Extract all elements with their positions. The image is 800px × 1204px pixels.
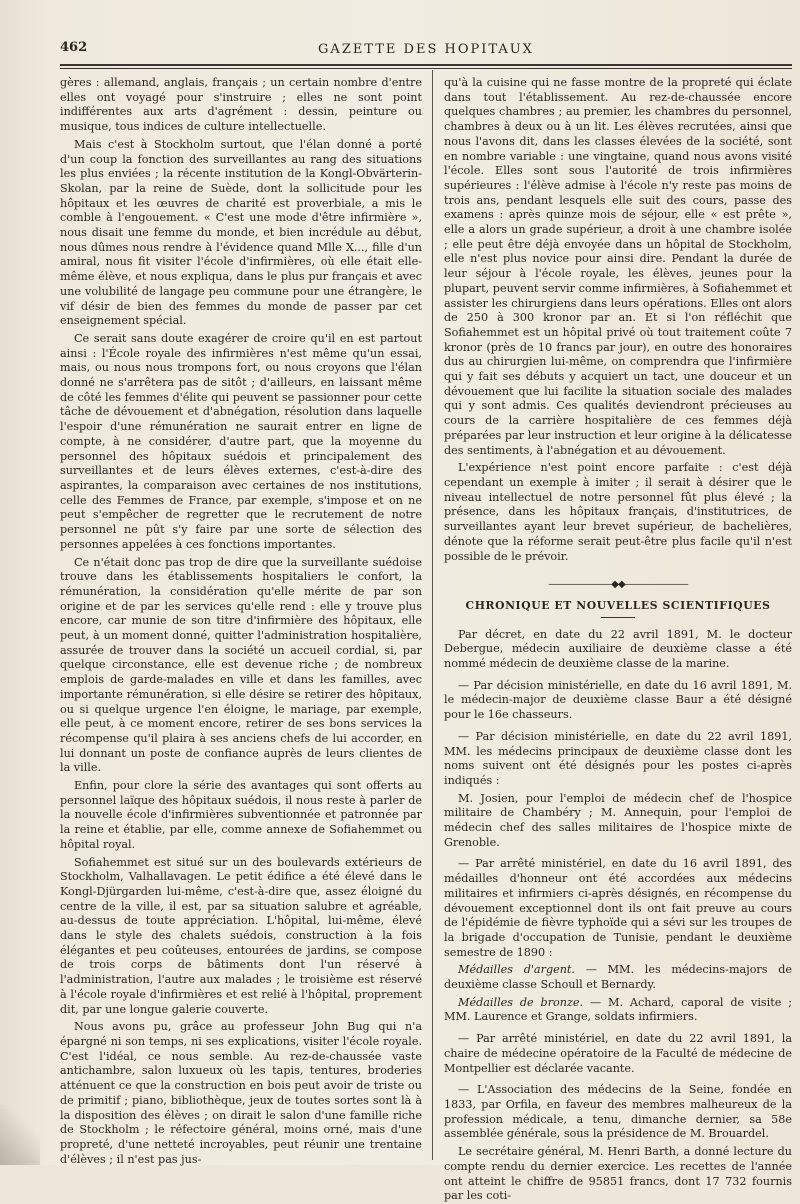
header-rule — [60, 64, 792, 66]
paragraph: gères : allemand, anglais, français ; un certain nombre d'entre elles ont voyagé pour s'instruire ; elles ne sont point indifférentes aux arts d'agrément : dessin, peinture ou musique, tous indices de culture intellectuelle. — [60, 76, 422, 134]
news-item: M. Josien, pour l'emploi de médecin chef de l'hospice militaire de Chambéry ; M. Annequin, pour l'emploi de médecin chef des salles militaires de l'hospice mixte de Grenoble. — [444, 791, 792, 849]
news-item: Le secrétaire général, M. Henri Barth, a donné lecture du compte rendu du dernier exercice. Les recettes de l'année ont atteint le chiffre de 95851 francs, dont 17 732 fournis par les coti- — [444, 1145, 792, 1203]
paragraph: Ce n'était donc pas trop de dire que la surveillante suédoise trouve dans les établissements hospitaliers le confort, la rémunération, la considération qu'elle mérite de par son origine et de par les services qu'elle rend : elle y trouve plus encore, car munie de son titre d'infirmière des hôpitaux, elle peut, à un moment donné, quitter l'administration hospitalière, assurée de trouver dans la société un accueil cordial, si, par quelque circonstance, elle est devenue riche ; de nombreux emplois de garde-malades en ville et dans les familles, avec importante rémunération, si elle désire se retirer des hôpitaux, ou si quelque urgence l'en éloigne, le mariage, par exemple, elle peut, à ce moment encore, retirer de ses bons services la récompense qu'il plaira à ses anciens chefs de lui accorder, en lui donnant un poste de confiance auprès de leurs clientes de la ville. — [60, 555, 422, 775]
news-item-medals-bronze — [444, 996, 792, 1025]
medal-label: Médailles de bronze. — [458, 995, 584, 1009]
paragraph: Enfin, pour clore la série des avantages qui sont offerts au personnel laïque des hôpitaux suédois, il nous reste à parler de la nouvelle école d'infirmières subventionnée et patronnée par la reine et établie, par elle, comme annexe de Sofiahemmet ou hôpital royal. — [60, 779, 422, 851]
page-header — [60, 38, 792, 66]
news-item-medals-silver — [444, 963, 792, 992]
column-divider — [432, 70, 433, 1160]
news-item: — Par arrêté ministériel, en date du 22 avril 1891, la chaire de médecine opératoire de la Faculté de médecine de Montpellier est déclarée vacante. — [444, 1032, 792, 1075]
paragraph: qu'à la cuisine qui ne fasse montre de la propreté qui éclate dans tout l'établissement. Au rez-de-chaussée encore quelques chambres ; au premier, les chambres du personnel, chambres à deux ou à un lit. Les élèves recrutées, ainsi que nous l'avons dit, dans les classes élevées de la société, sont en nombre variable : une vingtaine, quand nous avons visité l'école. Elles sont sous l'autorité de trois infirmières supérieures : l'élève admise à l'école n'y reste pas moins de trois ans, pendant lesquels elle suit des cours, passe des examens : après quinze mois de séjour, elle « est prête », elle a alors un grade supérieur, a droit à une chambre isolée ; elle peut être déjà envoyée dans un hôpital de Stockholm, elle n'est plus novice pour ainsi dire. Pendant la durée de leur séjour à l'école royale, les élèves, jeunes pour la plupart, peuvent servir comme infirmières, à Sofiahemmet et assister les chirurgiens dans leurs opérations. Elles ont alors de 250 à 300 kronor par an. Et si l'on réfléchit que Sofiahemmet est un hôpital privé où tout traitement coûte 7 kronor (près de 10 francs par jour), en outre des honoraires dus au chirurgien lui-même, on comprendra que l'infirmière qui y fait ses débuts y acquiert un tact, une douceur et un dévouement que lui facilite la situation sociale des malades qui y sont admis. Ces qualités deviendront précieuses au cours de la carrière hospitalière de ces femmes déjà préparées par leur instruction et leur origine à la délicatesse des sentiments, à l'abnégation et au dévouement. — [444, 76, 792, 457]
medal-text: — MM. les médecins-majors de deuxième classe Schoull et Bernardy. — [444, 963, 792, 992]
ornament-rule: ———————◆◆——————— — [548, 579, 688, 591]
paragraph: Mais c'est à Stockholm surtout, que l'élan donné a porté d'un coup la fonction des surveillantes au rang des situations les plus enviées ; la récente institution de la Kongl-Obvärterin-Skolan, par la reine de Suède, dont la sollicitude pour les hôpitaux et les œuvres de charité est proverbiale, a mis le comble à l'engouement. « C'est une mode d'être infirmière », nous disait une femme du monde, et bien incrédule au début, nous dûmes nous rendre à l'évidence quand Mlle X..., fille d'un amiral, nous fit visiter l'école d'infirmières, où elle était elle-même élève, et nous expliqua, dans le plus pur français et avec une volubilité de langage peu commune pour une étrangère, le vif désir de bien des femmes du monde de passer par cet enseignement spécial. — [60, 137, 422, 328]
medal-text: — M. Achard, caporal de visite ; MM. Laurence et Grange, soldats infirmiers. — [444, 995, 793, 1024]
paragraph: Sofiahemmet est situé sur un des boulevards extérieurs de Stockholm, Valhallavagen. Le petit édifice a été élevé dans le Kongl-Djürgarden lui-même, c'est-à-dire que, assez éloigné du centre de la ville, il est, par sa situation salubre et agréable, au-dessus de toute appréciation. L'hôpital, lui-même, élevé dans le style des chalets suédois, construction à la fois élégantes et peu coûteuses, entourées de jardins, se compose de trois corps de bâtiments dont l'un réservé à l'administration, l'autre aux malades ; le troisième est réservé à l'école royale d'infirmières et est relié à l'hôpital, proprement dit, par une longue galerie couverte. — [60, 855, 422, 1016]
page-corner-shadow — [0, 1105, 40, 1165]
news-item: Par décret, en date du 22 avril 1891, M. le docteur Debergue, médecin auxiliaire de deuxième classe a été nommé médecin de deuxième classe de la marine. — [444, 627, 792, 671]
news-item: — Par décision ministérielle, en date du 22 avril 1891, MM. les médecins principaux de deuxième classe dont les noms suivent ont été désignés pour les postes ci-après indiqués : — [444, 729, 792, 787]
left-column — [60, 76, 422, 1166]
paragraph: Nous avons pu, grâce au professeur John Bug qui n'a épargné ni son temps, ni ses explications, visiter l'école royale. C'est l'idéal, ce nous semble. Au rez-de-chaussée vaste antichambre, salon luxueux où les tapis, tentures, broderies atténuent ce que la construction en bois peut avoir de triste ou de primitif ; piano, bibliothèque, jeux de toutes sortes sont là à la disposition des élèves ; on dirait le salon d'une famille riche de Stockholm ; le réfectoire général, moins orné, mais d'une propreté, d'une netteté incroyables, peut réunir une trentaine d'élèves ; il n'est pas jus- — [60, 1020, 422, 1166]
section-short-rule — [601, 617, 635, 618]
right-column — [444, 76, 793, 1203]
paragraph: L'expérience n'est point encore parfaite : c'est déjà cependant un exemple à imiter ; il serait à désirer que le niveau intellectuel de notre personnel fût plus élevé ; la présence, dans les hôpitaux français, d'institutrices, de surveillantes ayant leur brevet supérieur, de bachelières, dénote que la réforme serait peut-être plus facile qu'il n'est possible de le prévoir. — [444, 461, 792, 563]
news-item: — Par décision ministérielle, en date du 16 avril 1891, M. le médecin-major de deuxième classe Baur a été désigné pour le 16e chasseurs. — [444, 678, 792, 722]
header-rule-thin — [60, 68, 792, 69]
medal-label: Médailles d'argent. — [458, 963, 575, 977]
section-title: CHRONIQUE ET NOUVELLES SCIENTIFIQUES — [465, 598, 771, 612]
page-number: 462 — [60, 40, 88, 55]
news-item: — Par arrêté ministériel, en date du 16 avril 1891, des médailles d'honneur ont été accordées aux médecins militaires et infirmiers ci-après désignés, en récompense du dévouement exceptionnel dont ils ont fait preuve au cours de l'épidémie de fièvre typhoïde qui a sévi sur les troupes de la brigade d'occupation de Tunisie, pendant le deuxième semestre de 1890 : — [444, 857, 792, 959]
journal-title: GAZETTE DES HOPITAUX — [318, 42, 534, 57]
news-item: — L'Association des médecins de la Seine, fondée en 1833, par Orfila, en faveur des membres malheureux de la profession médicale, a tenu, dimanche dernier, sa 58e assemblée générale, sous la présidence de M. Brouardel. — [444, 1083, 792, 1141]
paragraph: Ce serait sans doute exagérer de croire qu'il en est partout ainsi : l'École royale des infirmières n'est même qu'un essai, mais, ou nous nous trompons fort, ou nous croyons que l'élan donné ne s'arrêtera pas de sitôt ; d'ailleurs, en laissant même de côté les femmes d'élite qui peuvent se passionner pour cette tâche de dévouement et d'abnégation, résolution dans laquelle l'espoir d'une rémunération ne saurait entrer en ligne de compte, à ne considérer, d'autre part, que la moyenne du personnel des hôpitaux suédois et principalement des surveillantes et de leurs élèves externes, c'est-à-dire des aspirantes, la comparaison avec certaines de nos institutions, celle des Femmes de France, par exemple, s'impose et on ne peut s'empêcher de regretter que le recrutement de notre personnel ne pût s'y faire par une sorte de sélection des personnes appelées à ces fonctions importantes. — [60, 331, 422, 551]
